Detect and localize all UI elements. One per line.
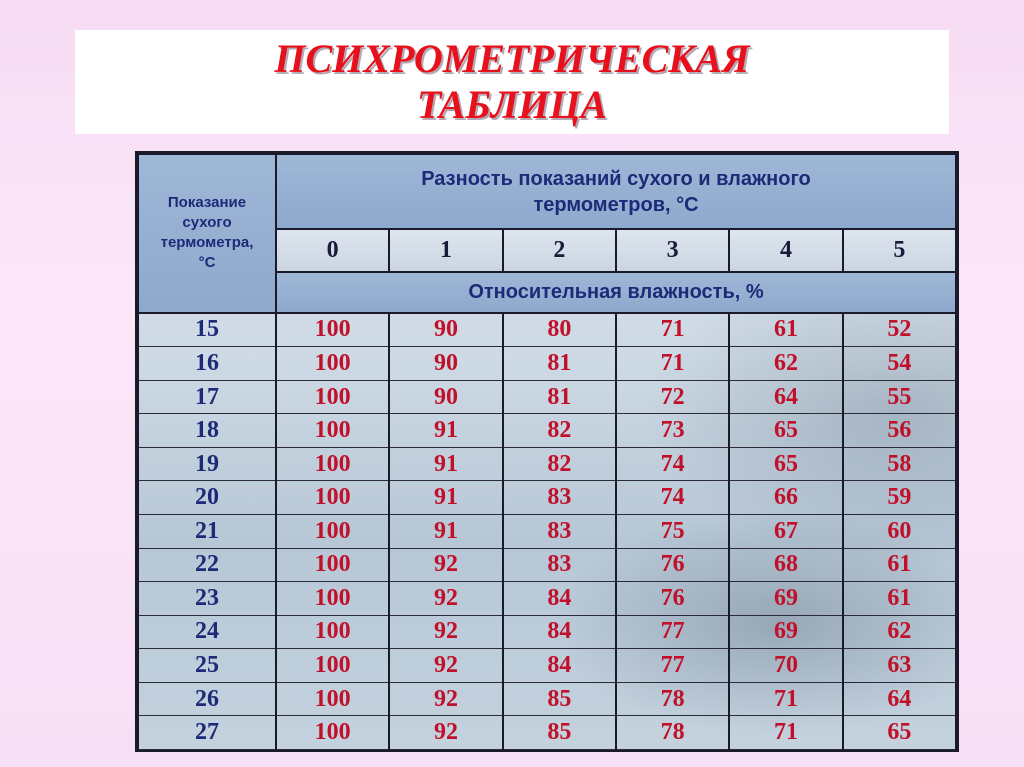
title-banner — [75, 30, 949, 134]
dry-temperature-cell: 26 — [138, 682, 276, 716]
humidity-cell: 82 — [503, 414, 616, 448]
difference-value-cell: 4 — [729, 229, 842, 272]
table-row — [138, 447, 956, 481]
humidity-cell: 56 — [843, 414, 956, 448]
humidity-cell: 100 — [276, 347, 389, 381]
page-title-line-2: ТАБЛИЦА — [416, 82, 608, 127]
humidity-cell: 69 — [729, 615, 842, 649]
humidity-cell: 68 — [729, 548, 842, 582]
humidity-cell: 64 — [843, 682, 956, 716]
humidity-cell: 65 — [729, 447, 842, 481]
dry-temperature-cell: 21 — [138, 515, 276, 549]
humidity-cell: 91 — [389, 414, 502, 448]
humidity-cell: 64 — [729, 380, 842, 414]
humidity-cell: 63 — [843, 649, 956, 683]
humidity-cell: 92 — [389, 682, 502, 716]
dry-temperature-cell: 23 — [138, 582, 276, 616]
dry-temperature-cell: 22 — [138, 548, 276, 582]
humidity-cell: 74 — [616, 481, 729, 515]
dry-temperature-cell: 19 — [138, 447, 276, 481]
table-row — [138, 582, 956, 616]
humidity-cell: 52 — [843, 313, 956, 347]
difference-value-cell: 2 — [503, 229, 616, 272]
humidity-cell: 61 — [843, 582, 956, 616]
humidity-cell: 90 — [389, 313, 502, 347]
dry-temperature-cell: 27 — [138, 716, 276, 750]
humidity-cell: 54 — [843, 347, 956, 381]
difference-header-line-1: Разность показаний сухого и влажного — [421, 167, 811, 190]
humidity-cell: 92 — [389, 548, 502, 582]
humidity-cell: 81 — [503, 347, 616, 381]
dry-temperature-cell: 25 — [138, 649, 276, 683]
table-row — [138, 481, 956, 515]
humidity-cell: 58 — [843, 447, 956, 481]
table-row — [138, 716, 956, 750]
humidity-cell: 83 — [503, 515, 616, 549]
table-row — [138, 414, 956, 448]
dry-temperature-cell: 18 — [138, 414, 276, 448]
humidity-cell: 100 — [276, 515, 389, 549]
dry-temperature-cell: 24 — [138, 615, 276, 649]
humidity-cell: 72 — [616, 380, 729, 414]
humidity-cell: 67 — [729, 515, 842, 549]
dry-temperature-cell: 16 — [138, 347, 276, 381]
humidity-cell: 100 — [276, 582, 389, 616]
dry-temperature-cell: 20 — [138, 481, 276, 515]
humidity-cell: 100 — [276, 716, 389, 750]
dry-header-line: °С — [198, 254, 216, 272]
humidity-cell: 84 — [503, 615, 616, 649]
humidity-cell: 70 — [729, 649, 842, 683]
psychrometric-table — [135, 151, 959, 752]
humidity-cell: 71 — [729, 716, 842, 750]
table-row — [138, 347, 956, 381]
humidity-cell: 92 — [389, 649, 502, 683]
page-title-line-1: ПСИХРОМЕТРИЧЕСКАЯ — [274, 36, 750, 81]
humidity-cell: 100 — [276, 548, 389, 582]
humidity-cell: 71 — [616, 347, 729, 381]
dry-header-line: термометра, — [160, 234, 254, 252]
humidity-cell: 92 — [389, 582, 502, 616]
table-row — [138, 649, 956, 683]
humidity-cell: 77 — [616, 649, 729, 683]
humidity-cell: 90 — [389, 380, 502, 414]
humidity-cell: 100 — [276, 615, 389, 649]
humidity-cell: 62 — [843, 615, 956, 649]
humidity-cell: 60 — [843, 515, 956, 549]
humidity-cell: 71 — [729, 682, 842, 716]
humidity-cell: 61 — [729, 313, 842, 347]
difference-header-line-2: термометров, °С — [533, 193, 699, 216]
humidity-cell: 55 — [843, 380, 956, 414]
difference-value-cell: 0 — [276, 229, 389, 272]
difference-header — [276, 154, 956, 229]
difference-value-cell: 5 — [843, 229, 956, 272]
humidity-cell: 85 — [503, 682, 616, 716]
humidity-cell: 76 — [616, 582, 729, 616]
humidity-cell: 78 — [616, 682, 729, 716]
humidity-cell: 61 — [843, 548, 956, 582]
humidity-cell: 100 — [276, 380, 389, 414]
humidity-cell: 91 — [389, 447, 502, 481]
humidity-cell: 100 — [276, 447, 389, 481]
humidity-cell: 82 — [503, 447, 616, 481]
humidity-cell: 75 — [616, 515, 729, 549]
humidity-cell: 92 — [389, 615, 502, 649]
humidity-cell: 69 — [729, 582, 842, 616]
table-row — [138, 548, 956, 582]
dry-thermometer-header — [138, 154, 276, 313]
humidity-cell: 91 — [389, 481, 502, 515]
humidity-cell: 76 — [616, 548, 729, 582]
difference-value-cell: 3 — [616, 229, 729, 272]
humidity-cell: 78 — [616, 716, 729, 750]
dry-header-line: Показание — [167, 194, 247, 212]
humidity-cell: 100 — [276, 682, 389, 716]
table-row — [138, 313, 956, 347]
humidity-cell: 77 — [616, 615, 729, 649]
humidity-cell: 84 — [503, 582, 616, 616]
humidity-cell: 62 — [729, 347, 842, 381]
humidity-cell: 85 — [503, 716, 616, 750]
dry-header-line: сухого — [182, 214, 232, 232]
dry-temperature-cell: 17 — [138, 380, 276, 414]
humidity-cell: 83 — [503, 548, 616, 582]
humidity-cell: 66 — [729, 481, 842, 515]
humidity-cell: 65 — [843, 716, 956, 750]
humidity-cell: 80 — [503, 313, 616, 347]
humidity-cell: 92 — [389, 716, 502, 750]
relative-humidity-header: Относительная влажность, % — [276, 272, 956, 313]
table — [137, 153, 957, 750]
table-row — [138, 515, 956, 549]
humidity-cell: 73 — [616, 414, 729, 448]
table-row — [138, 380, 956, 414]
humidity-cell: 90 — [389, 347, 502, 381]
humidity-cell: 84 — [503, 649, 616, 683]
difference-value-cell: 1 — [389, 229, 502, 272]
table-row — [138, 615, 956, 649]
humidity-cell: 71 — [616, 313, 729, 347]
humidity-cell: 65 — [729, 414, 842, 448]
humidity-cell: 81 — [503, 380, 616, 414]
humidity-cell: 91 — [389, 515, 502, 549]
humidity-cell: 74 — [616, 447, 729, 481]
humidity-cell: 83 — [503, 481, 616, 515]
humidity-cell: 59 — [843, 481, 956, 515]
humidity-cell: 100 — [276, 313, 389, 347]
humidity-cell: 100 — [276, 414, 389, 448]
dry-temperature-cell: 15 — [138, 313, 276, 347]
table-row — [138, 682, 956, 716]
humidity-cell: 100 — [276, 649, 389, 683]
humidity-cell: 100 — [276, 481, 389, 515]
